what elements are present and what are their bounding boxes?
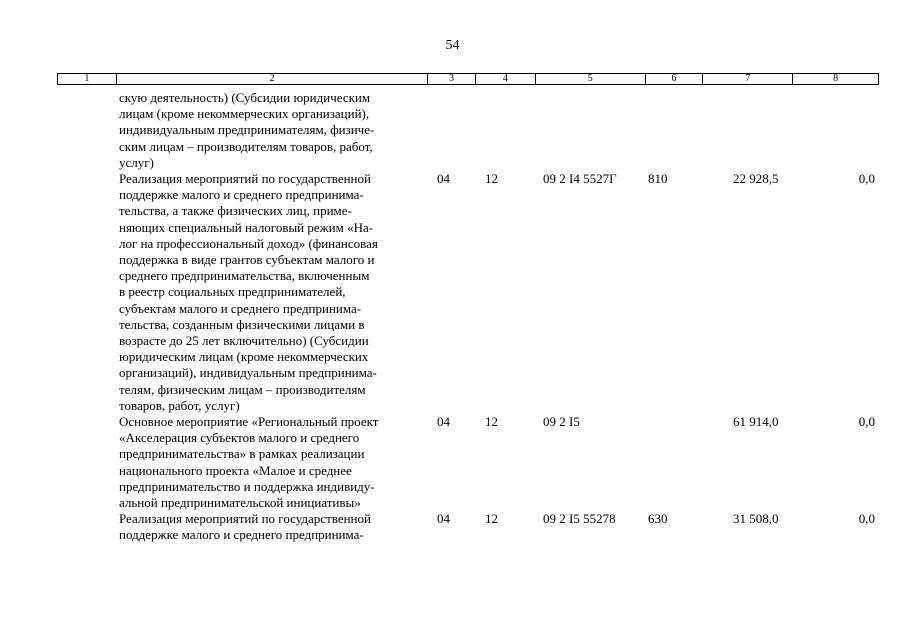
row-vr: 810 bbox=[648, 171, 668, 187]
row-sum1: 22 928,5 bbox=[733, 171, 779, 187]
table-header bbox=[57, 73, 879, 85]
row-description: скую деятельность) (Субсидии юридическим лицам (кроме некоммерческих организаций), индивидуальным предпринимателям, физиче- ским лицам – производителям товаров, работ, услуг) bbox=[119, 90, 375, 170]
header-col-4: 4 bbox=[475, 74, 535, 84]
header-col-6: 6 bbox=[645, 74, 703, 84]
header-col-1: 1 bbox=[84, 73, 90, 84]
row-csr: 09 2 I5 55278 bbox=[543, 511, 616, 527]
row-description: Реализация мероприятий по государственной поддержке малого и среднего предпринима- bbox=[119, 511, 371, 543]
row-description: Реализация мероприятий по государственной поддержке малого и среднего предпринима- тельства, а также физических лиц, приме- няющих специальный налоговый режим «На- лог на профессиональный доход» (финансовая поддержка в виде грантов субъектам малого и среднего предпринимательства, включенным в реестр социальных предпринимателей, субъектам малого и среднего предпринима- тельства, созданным физическими лицами в возрасте до 25 лет включительно) (Субсидии юридическим лицам (кроме некоммерческих организаций), индивидуальным предпринима- телям, физическим лицам – производителям товаров, работ, услуг) bbox=[119, 171, 378, 413]
table-body bbox=[57, 90, 879, 544]
page-number: 54 bbox=[445, 38, 460, 53]
row-sum1: 31 508,0 bbox=[733, 511, 779, 527]
row-pr: 12 bbox=[485, 414, 498, 430]
row-rz: 04 bbox=[437, 171, 450, 187]
row-description: Основное мероприятие «Региональный проект «Акселерация субъектов малого и среднего предпринимательства» в рамках реализации национального проекта «Малое и среднее предпринимательство и поддержка индивиду- альной предпринимательской инициативы» bbox=[119, 414, 379, 511]
row-rz: 04 bbox=[437, 414, 450, 430]
header-col-5: 5 bbox=[535, 74, 645, 84]
row-rz: 04 bbox=[437, 511, 450, 527]
row-csr: 09 2 I4 5527Г bbox=[543, 171, 617, 187]
row-sum2: 0,0 bbox=[858, 414, 875, 430]
header-col-3: 3 bbox=[427, 74, 475, 84]
table-row bbox=[57, 171, 879, 414]
row-csr: 09 2 I5 bbox=[543, 414, 580, 430]
header-col-2: 2 bbox=[116, 74, 427, 84]
row-pr: 12 bbox=[485, 171, 498, 187]
table-row bbox=[57, 414, 879, 511]
header-col-8: 8 bbox=[792, 74, 878, 84]
row-sum2: 0,0 bbox=[858, 511, 875, 527]
row-pr: 12 bbox=[485, 511, 498, 527]
row-sum2: 0,0 bbox=[858, 171, 875, 187]
row-sum1: 61 914,0 bbox=[733, 414, 779, 430]
table-row bbox=[57, 90, 879, 171]
table-row bbox=[57, 511, 879, 543]
header-col-7: 7 bbox=[702, 74, 792, 84]
row-vr: 630 bbox=[648, 511, 668, 527]
